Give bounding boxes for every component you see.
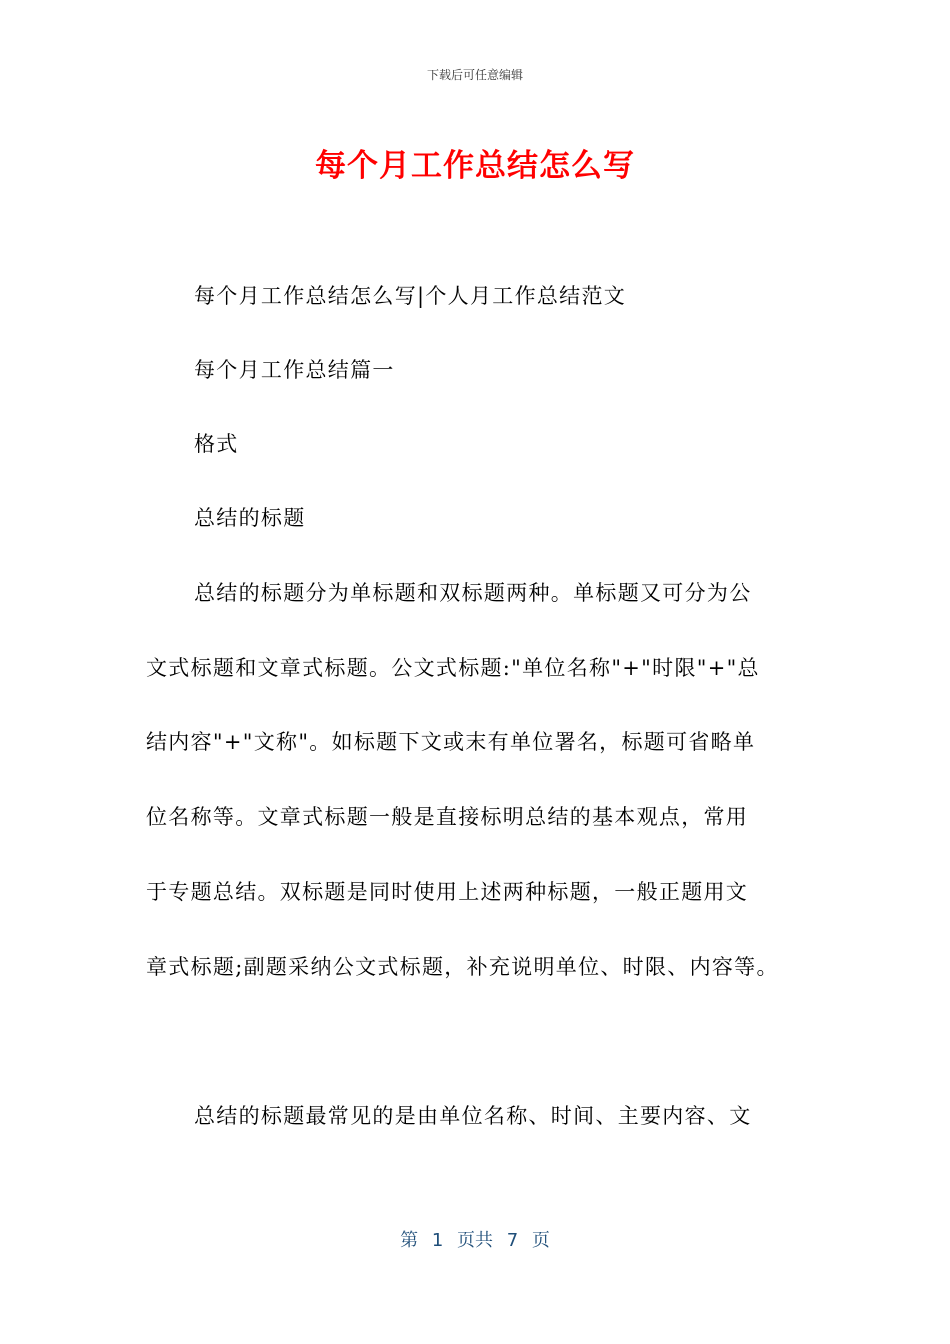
paragraph-line: 每个月工作总结篇一 bbox=[194, 358, 395, 382]
document-title: 每个月工作总结怎么写 bbox=[315, 148, 635, 184]
paragraph-line: 文式标题和文章式标题。公文式标题:"单位名称"+"时限"+"总 bbox=[146, 656, 760, 680]
page-footer bbox=[0, 1226, 950, 1252]
paragraph-line: 于专题总结。双标题是同时使用上述两种标题，一般正题用文 bbox=[146, 880, 749, 904]
paragraph-line: 每个月工作总结怎么写|个人月工作总结范文 bbox=[194, 284, 627, 308]
paragraph-line: 章式标题;副题采纳公文式标题，补充说明单位、时限、内容等。 bbox=[146, 955, 779, 979]
paragraph-line: 总结的标题 bbox=[194, 506, 306, 530]
footer-current-page: 1 bbox=[431, 1230, 444, 1251]
paragraph-line: 结内容"+"文称"。如标题下文或末有单位署名，标题可省略单 bbox=[146, 730, 756, 754]
paragraph-line: 总结的标题最常见的是由单位名称、时间、主要内容、文 bbox=[194, 1104, 752, 1128]
footer-prefix: 第 bbox=[400, 1230, 419, 1251]
header-note: 下载后可任意编辑 bbox=[426, 68, 523, 82]
footer-suffix: 页 bbox=[531, 1230, 550, 1251]
paragraph-line: 总结的标题分为单标题和双标题两种。单标题又可分为公 bbox=[194, 581, 752, 605]
footer-total-pages: 7 bbox=[506, 1230, 519, 1251]
footer-middle: 页共 bbox=[457, 1230, 493, 1251]
paragraph-line: 位名称等。文章式标题一般是直接标明总结的基本观点，常用 bbox=[146, 805, 749, 829]
paragraph-line: 格式 bbox=[194, 432, 239, 456]
